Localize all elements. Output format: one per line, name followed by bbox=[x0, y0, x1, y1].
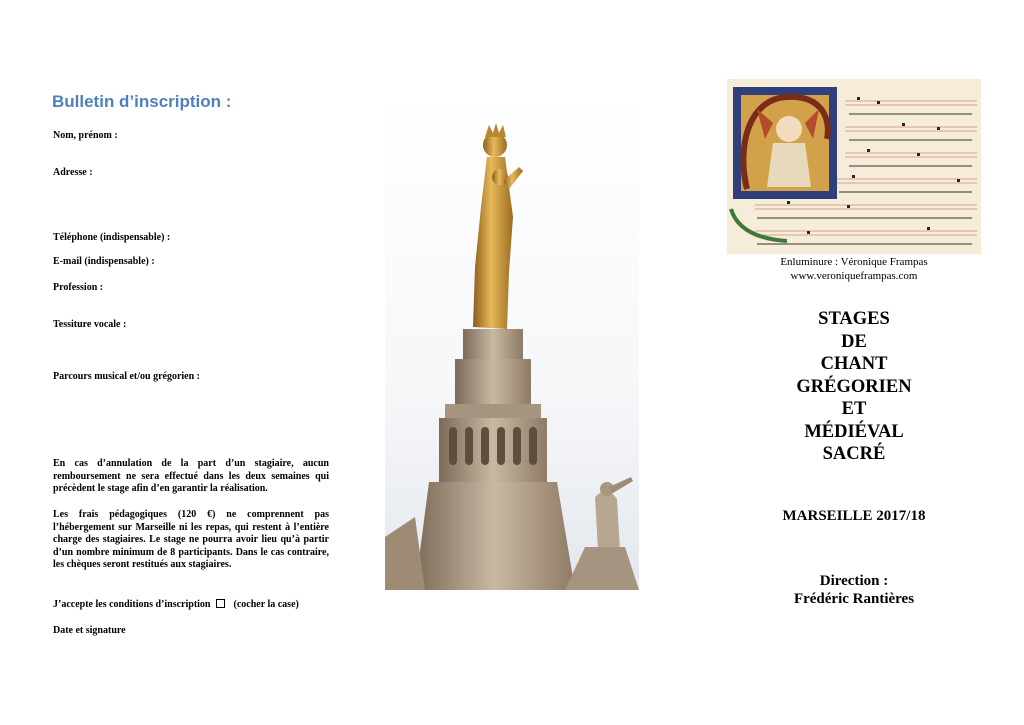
form-title: Bulletin d’inscription : bbox=[52, 92, 232, 111]
phone-field-label[interactable]: Téléphone (indispensable) : bbox=[53, 232, 171, 243]
title-line: STAGES bbox=[818, 309, 890, 329]
statue-photo bbox=[385, 97, 639, 590]
fees-policy: Les frais pédagogiques (120 €) ne comprennent pas l’hébergement sur Marseille ni les repas, qui restent à l’entière charge des stagiaires. Le stage ne pourra avoir lieu qu’à partir d’un nombre minimum de 8 participants. Dans le cas contraire, les chèques seront restitués aux stagiaires. bbox=[53, 509, 329, 571]
location-dates: MARSEILLE 2017/18 bbox=[782, 508, 926, 524]
title-line: DE bbox=[841, 331, 867, 352]
title-line: SACRÉ bbox=[822, 444, 886, 464]
direction-label: Direction : bbox=[819, 573, 889, 589]
accept-conditions-row bbox=[53, 599, 299, 610]
title-line: MÉDIÉVAL bbox=[804, 421, 904, 442]
voice-range-field-label[interactable]: Tessiture vocale : bbox=[53, 319, 127, 330]
musical-background-field-label[interactable]: Parcours musical et/ou grégorien : bbox=[53, 371, 201, 382]
director-name: Frédéric Rantières bbox=[793, 591, 915, 607]
profession-field-label[interactable]: Profession : bbox=[53, 282, 104, 293]
course-title bbox=[727, 308, 981, 466]
cancellation-policy: En cas d’annulation de la part d’un stagiaire, aucun remboursement ne sera effectué dans les deux semaines qui précèdent le stage afin d’en garantir la réalisation. bbox=[53, 458, 329, 495]
address-field-label[interactable]: Adresse : bbox=[53, 167, 93, 178]
illumination-image bbox=[727, 79, 981, 254]
illuminator-website[interactable]: www.veroniqueframpas.com bbox=[790, 270, 918, 282]
accept-conditions-label: J’accepte les conditions d’inscription bbox=[53, 599, 211, 610]
illumination-credit: Enluminure : Véronique Frampas bbox=[780, 256, 928, 268]
date-signature-label: Date et signature bbox=[53, 625, 126, 636]
title-line: ET bbox=[841, 399, 867, 419]
title-line: GRÉGORIEN bbox=[796, 376, 912, 397]
title-line: CHANT bbox=[820, 354, 888, 374]
accept-conditions-checkbox[interactable] bbox=[216, 599, 225, 608]
email-field-label[interactable]: E-mail (indispensable) : bbox=[53, 256, 155, 267]
name-field-label[interactable]: Nom, prénom : bbox=[53, 130, 118, 141]
accept-conditions-hint: (cocher la case) bbox=[233, 599, 299, 610]
